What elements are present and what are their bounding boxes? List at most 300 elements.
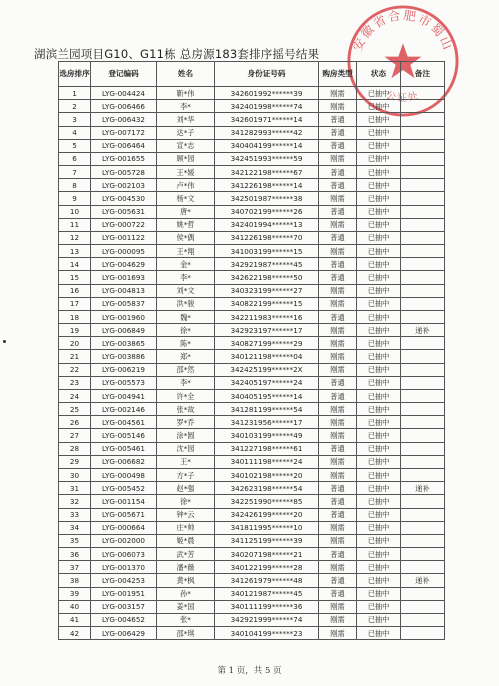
cell-code: LYG-004530 [91,192,157,205]
cell-status: 已抽中 [357,376,401,389]
cell-code: LYG-001655 [91,152,157,165]
table-row [59,574,445,587]
cell-note [401,455,445,468]
table-row [59,310,445,323]
cell-type: 刚需 [319,429,357,442]
table-row [59,100,445,113]
cell-status: 已抽中 [357,416,401,429]
table-row [59,337,445,350]
cell-status: 已抽中 [357,521,401,534]
cell-seq: 37 [59,561,91,574]
cell-id: 342451993******59 [215,152,319,165]
cell-status: 已抽中 [357,192,401,205]
cell-id: 341261979******48 [215,574,319,587]
cell-note [401,152,445,165]
cell-status: 已抽中 [357,508,401,521]
table-header-row [59,62,445,87]
table-row [59,548,445,561]
cell-name: 唐* [157,205,215,218]
cell-seq: 31 [59,482,91,495]
cell-seq: 38 [59,574,91,587]
cell-type: 刚需 [319,218,357,231]
cell-status: 已抽中 [357,166,401,179]
table-body [59,87,445,640]
cell-note [401,87,445,100]
cell-code: LYG-004629 [91,258,157,271]
cell-id: 342601992******39 [215,87,319,100]
cell-id: 341282993******42 [215,126,319,139]
table-row [59,284,445,297]
cell-seq: 41 [59,613,91,626]
seal-top-text: 安徽省合肥市蜀山 [350,8,456,54]
table-row [59,627,445,640]
cell-type: 刚需 [319,363,357,376]
cell-type: 刚需 [319,297,357,310]
cell-type: 普通 [319,495,357,508]
cell-note [401,179,445,192]
cell-id: 340405195******14 [215,389,319,402]
cell-seq: 30 [59,468,91,481]
cell-name: 许*全 [157,389,215,402]
cell-note [401,548,445,561]
cell-note [401,442,445,455]
cell-type: 普通 [319,126,357,139]
cell-type: 普通 [319,482,357,495]
table-row [59,113,445,126]
cell-type: 刚需 [319,613,357,626]
cell-name: 潘*薇 [157,561,215,574]
cell-note [401,468,445,481]
cell-seq: 6 [59,152,91,165]
cell-status: 已抽中 [357,113,401,126]
cell-type: 刚需 [319,521,357,534]
table-row [59,482,445,495]
cell-seq: 35 [59,534,91,547]
cell-name: 邵*然 [157,363,215,376]
cell-code: LYG-004424 [91,87,157,100]
cell-id: 340207198******21 [215,548,319,561]
cell-code: LYG-000664 [91,521,157,534]
cell-name: 李* [157,376,215,389]
cell-status: 已抽中 [357,297,401,310]
cell-type: 普通 [319,389,357,402]
cell-status: 已抽中 [357,468,401,481]
table-row [59,166,445,179]
table-row [59,324,445,337]
cell-type: 普通 [319,271,357,284]
cell-code: LYG-006432 [91,113,157,126]
cell-status: 已抽中 [357,455,401,468]
page-title: 湖滨兰园项目G10、G11栋 总房源183套排序摇号结果 [34,47,320,61]
cell-type: 刚需 [319,534,357,547]
cell-name: 靳*伟 [157,87,215,100]
cell-type: 刚需 [319,337,357,350]
cell-name: 沈*园 [157,442,215,455]
table-row [59,192,445,205]
cell-status: 已抽中 [357,87,401,100]
cell-seq: 32 [59,495,91,508]
table-row [59,508,445,521]
table-row [59,416,445,429]
cell-status: 已抽中 [357,245,401,258]
cell-seq: 26 [59,416,91,429]
cell-code: LYG-002000 [91,534,157,547]
cell-status: 已抽中 [357,363,401,376]
cell-seq: 19 [59,324,91,337]
cell-name: 洪*骏 [157,297,215,310]
cell-seq: 28 [59,442,91,455]
cell-code: LYG-006219 [91,363,157,376]
cell-status: 已抽中 [357,389,401,402]
cell-note [401,231,445,244]
table-row [59,389,445,402]
cell-id: 342211983******16 [215,310,319,323]
cell-seq: 24 [59,389,91,402]
cell-seq: 15 [59,271,91,284]
table-row [59,376,445,389]
cell-type: 刚需 [319,403,357,416]
cell-name: 武*芳 [157,548,215,561]
table-row [59,179,445,192]
cell-code: LYG-003865 [91,337,157,350]
cell-id: 340121987******45 [215,587,319,600]
cell-type: 普通 [319,574,357,587]
cell-code: LYG-001951 [91,587,157,600]
cell-status: 已抽中 [357,337,401,350]
cell-id: 342405197******24 [215,376,319,389]
cell-id: 340404199******14 [215,139,319,152]
cell-name: 刘*文 [157,284,215,297]
cell-status: 已抽中 [357,403,401,416]
cell-status: 已抽中 [357,218,401,231]
cell-code: LYG-005461 [91,442,157,455]
cell-note [401,429,445,442]
cell-code: LYG-005146 [91,429,157,442]
cell-code: LYG-002146 [91,403,157,416]
cell-seq: 14 [59,258,91,271]
cell-code: LYG-004561 [91,416,157,429]
cell-seq: 25 [59,403,91,416]
cell-type: 普通 [319,205,357,218]
cell-id: 341227198******61 [215,442,319,455]
cell-code: LYG-005452 [91,482,157,495]
cell-seq: 10 [59,205,91,218]
cell-id: 340122199******28 [215,561,319,574]
cell-type: 普通 [319,548,357,561]
cell-status: 已抽中 [357,324,401,337]
cell-name: 达*子 [157,126,215,139]
table-row [59,429,445,442]
cell-note [401,271,445,284]
cell-name: 王*媛 [157,166,215,179]
header-type: 购房类型 [319,62,357,87]
cell-status: 已抽中 [357,442,401,455]
table-row [59,534,445,547]
cell-note [401,337,445,350]
cell-seq: 36 [59,548,91,561]
cell-status: 已抽中 [357,627,401,640]
cell-note [401,363,445,376]
cell-note [401,139,445,152]
cell-id: 340822199******15 [215,297,319,310]
cell-name: 孙* [157,587,215,600]
cell-seq: 1 [59,87,91,100]
cell-status: 已抽中 [357,587,401,600]
cell-seq: 22 [59,363,91,376]
cell-name: 庄*帅 [157,521,215,534]
cell-note [401,310,445,323]
cell-name: 赵*强 [157,482,215,495]
cell-type: 普通 [319,310,357,323]
cell-type: 刚需 [319,416,357,429]
cell-status: 已抽中 [357,231,401,244]
cell-code: LYG-001154 [91,495,157,508]
cell-status: 已抽中 [357,205,401,218]
cell-code: LYG-005573 [91,376,157,389]
cell-type: 普通 [319,113,357,126]
table-row [59,521,445,534]
cell-code: LYG-004253 [91,574,157,587]
cell-status: 已抽中 [357,350,401,363]
cell-name: 罗*乔 [157,416,215,429]
cell-type: 普通 [319,508,357,521]
cell-name: 姬*晨 [157,534,215,547]
cell-status: 已抽中 [357,482,401,495]
cell-id: 340111198******24 [215,455,319,468]
cell-seq: 9 [59,192,91,205]
cell-note [401,495,445,508]
cell-name: 金* [157,258,215,271]
cell-name: 侯*偶 [157,231,215,244]
cell-name: 李* [157,100,215,113]
cell-type: 普通 [319,166,357,179]
cell-name: 刘*华 [157,113,215,126]
cell-seq: 20 [59,337,91,350]
cell-note [401,587,445,600]
table-row [59,587,445,600]
cell-code: LYG-006464 [91,139,157,152]
table-row [59,600,445,613]
cell-id: 342251990******85 [215,495,319,508]
cell-note [401,218,445,231]
margin-dot [3,340,6,343]
cell-seq: 5 [59,139,91,152]
cell-id: 340111199******36 [215,600,319,613]
header-code: 登记编码 [91,62,157,87]
cell-code: LYG-001370 [91,561,157,574]
cell-status: 已抽中 [357,179,401,192]
cell-name: 徐* [157,495,215,508]
cell-name: 方*子 [157,468,215,481]
cell-status: 已抽中 [357,100,401,113]
cell-code: LYG-005728 [91,166,157,179]
table-row [59,87,445,100]
cell-seq: 18 [59,310,91,323]
cell-code: LYG-001122 [91,231,157,244]
cell-code: LYG-006466 [91,100,157,113]
cell-status: 已抽中 [357,495,401,508]
cell-note [401,245,445,258]
cell-id: 342401998******74 [215,100,319,113]
cell-status: 已抽中 [357,139,401,152]
cell-code: LYG-003157 [91,600,157,613]
cell-code: LYG-005631 [91,205,157,218]
cell-status: 已抽中 [357,284,401,297]
table-row [59,403,445,416]
cell-type: 刚需 [319,192,357,205]
cell-type: 刚需 [319,627,357,640]
table-row [59,442,445,455]
cell-note [401,389,445,402]
cell-note [401,100,445,113]
table-row [59,468,445,481]
cell-id: 340323199******27 [215,284,319,297]
cell-name: 卢*伟 [157,179,215,192]
cell-seq: 29 [59,455,91,468]
table-row [59,139,445,152]
cell-status: 已抽中 [357,548,401,561]
cell-name: 杨*文 [157,192,215,205]
cell-name: 钟*云 [157,508,215,521]
cell-code: LYG-006073 [91,548,157,561]
cell-seq: 33 [59,508,91,521]
cell-note [401,416,445,429]
cell-name: 姜*国 [157,600,215,613]
cell-note [401,350,445,363]
table-row [59,363,445,376]
cell-id: 342923197******17 [215,324,319,337]
cell-code: LYG-000498 [91,468,157,481]
table-row [59,126,445,139]
cell-note [401,627,445,640]
page-footer: 第 1 页，共 5 页 [217,666,282,676]
table-row [59,350,445,363]
cell-note [401,600,445,613]
cell-id: 342426199******20 [215,508,319,521]
lottery-results-table [58,61,445,640]
cell-note [401,376,445,389]
cell-status: 已抽中 [357,126,401,139]
cell-note: 递补 [401,482,445,495]
cell-note [401,205,445,218]
table-row [59,297,445,310]
cell-id: 342425199******2X [215,363,319,376]
cell-status: 已抽中 [357,310,401,323]
cell-type: 普通 [319,139,357,152]
cell-name: 邵*琪 [157,627,215,640]
cell-note [401,192,445,205]
cell-status: 已抽中 [357,613,401,626]
cell-code: LYG-005671 [91,508,157,521]
cell-seq: 34 [59,521,91,534]
cell-code: LYG-001693 [91,271,157,284]
cell-status: 已抽中 [357,600,401,613]
cell-name: 顾*园 [157,152,215,165]
header-name: 姓名 [157,62,215,87]
cell-type: 普通 [319,587,357,600]
cell-id: 341125199******39 [215,534,319,547]
cell-type: 普通 [319,231,357,244]
cell-id: 342601971******14 [215,113,319,126]
table-row [59,152,445,165]
cell-type: 刚需 [319,455,357,468]
cell-note [401,534,445,547]
cell-seq: 13 [59,245,91,258]
table-row [59,613,445,626]
cell-code: LYG-005837 [91,297,157,310]
cell-type: 普通 [319,258,357,271]
cell-name: 魏* [157,310,215,323]
table-row [59,271,445,284]
seal-bottom-text: 公证处 [384,90,422,105]
cell-seq: 21 [59,350,91,363]
cell-seq: 17 [59,297,91,310]
cell-seq: 42 [59,627,91,640]
cell-status: 已抽中 [357,561,401,574]
cell-name: 李* [157,271,215,284]
cell-id: 341811995******10 [215,521,319,534]
cell-seq: 12 [59,231,91,244]
cell-type: 刚需 [319,561,357,574]
table-row [59,245,445,258]
cell-type: 刚需 [319,87,357,100]
cell-type: 刚需 [319,245,357,258]
cell-seq: 2 [59,100,91,113]
cell-note [401,403,445,416]
cell-id: 340702199******26 [215,205,319,218]
table-row [59,231,445,244]
cell-code: LYG-000722 [91,218,157,231]
cell-seq: 40 [59,600,91,613]
cell-status: 已抽中 [357,258,401,271]
cell-note [401,166,445,179]
cell-id: 342921987******45 [215,258,319,271]
cell-type: 刚需 [319,152,357,165]
cell-name: 徐* [157,324,215,337]
header-status: 状态 [357,62,401,87]
cell-note [401,126,445,139]
cell-type: 刚需 [319,350,357,363]
table-row [59,561,445,574]
cell-name: 涂*圆 [157,429,215,442]
cell-id: 342623198******54 [215,482,319,495]
cell-id: 341281199******54 [215,403,319,416]
cell-type: 普通 [319,376,357,389]
cell-name: 黄*枫 [157,574,215,587]
header-seq: 选房排序 [59,62,91,87]
table-row [59,218,445,231]
cell-id: 342122198******67 [215,166,319,179]
cell-status: 已抽中 [357,574,401,587]
cell-seq: 27 [59,429,91,442]
cell-seq: 11 [59,218,91,231]
cell-id: 342921999******74 [215,613,319,626]
header-id: 身份证号码 [215,62,319,87]
cell-id: 340827199******29 [215,337,319,350]
cell-seq: 3 [59,113,91,126]
cell-name: 王* [157,455,215,468]
cell-code: LYG-006682 [91,455,157,468]
cell-name: 陈* [157,337,215,350]
cell-seq: 23 [59,376,91,389]
cell-note [401,297,445,310]
cell-name: 宣*志 [157,139,215,152]
table-row [59,258,445,271]
cell-status: 已抽中 [357,152,401,165]
cell-type: 刚需 [319,468,357,481]
cell-code: LYG-007172 [91,126,157,139]
cell-id: 340121198******04 [215,350,319,363]
